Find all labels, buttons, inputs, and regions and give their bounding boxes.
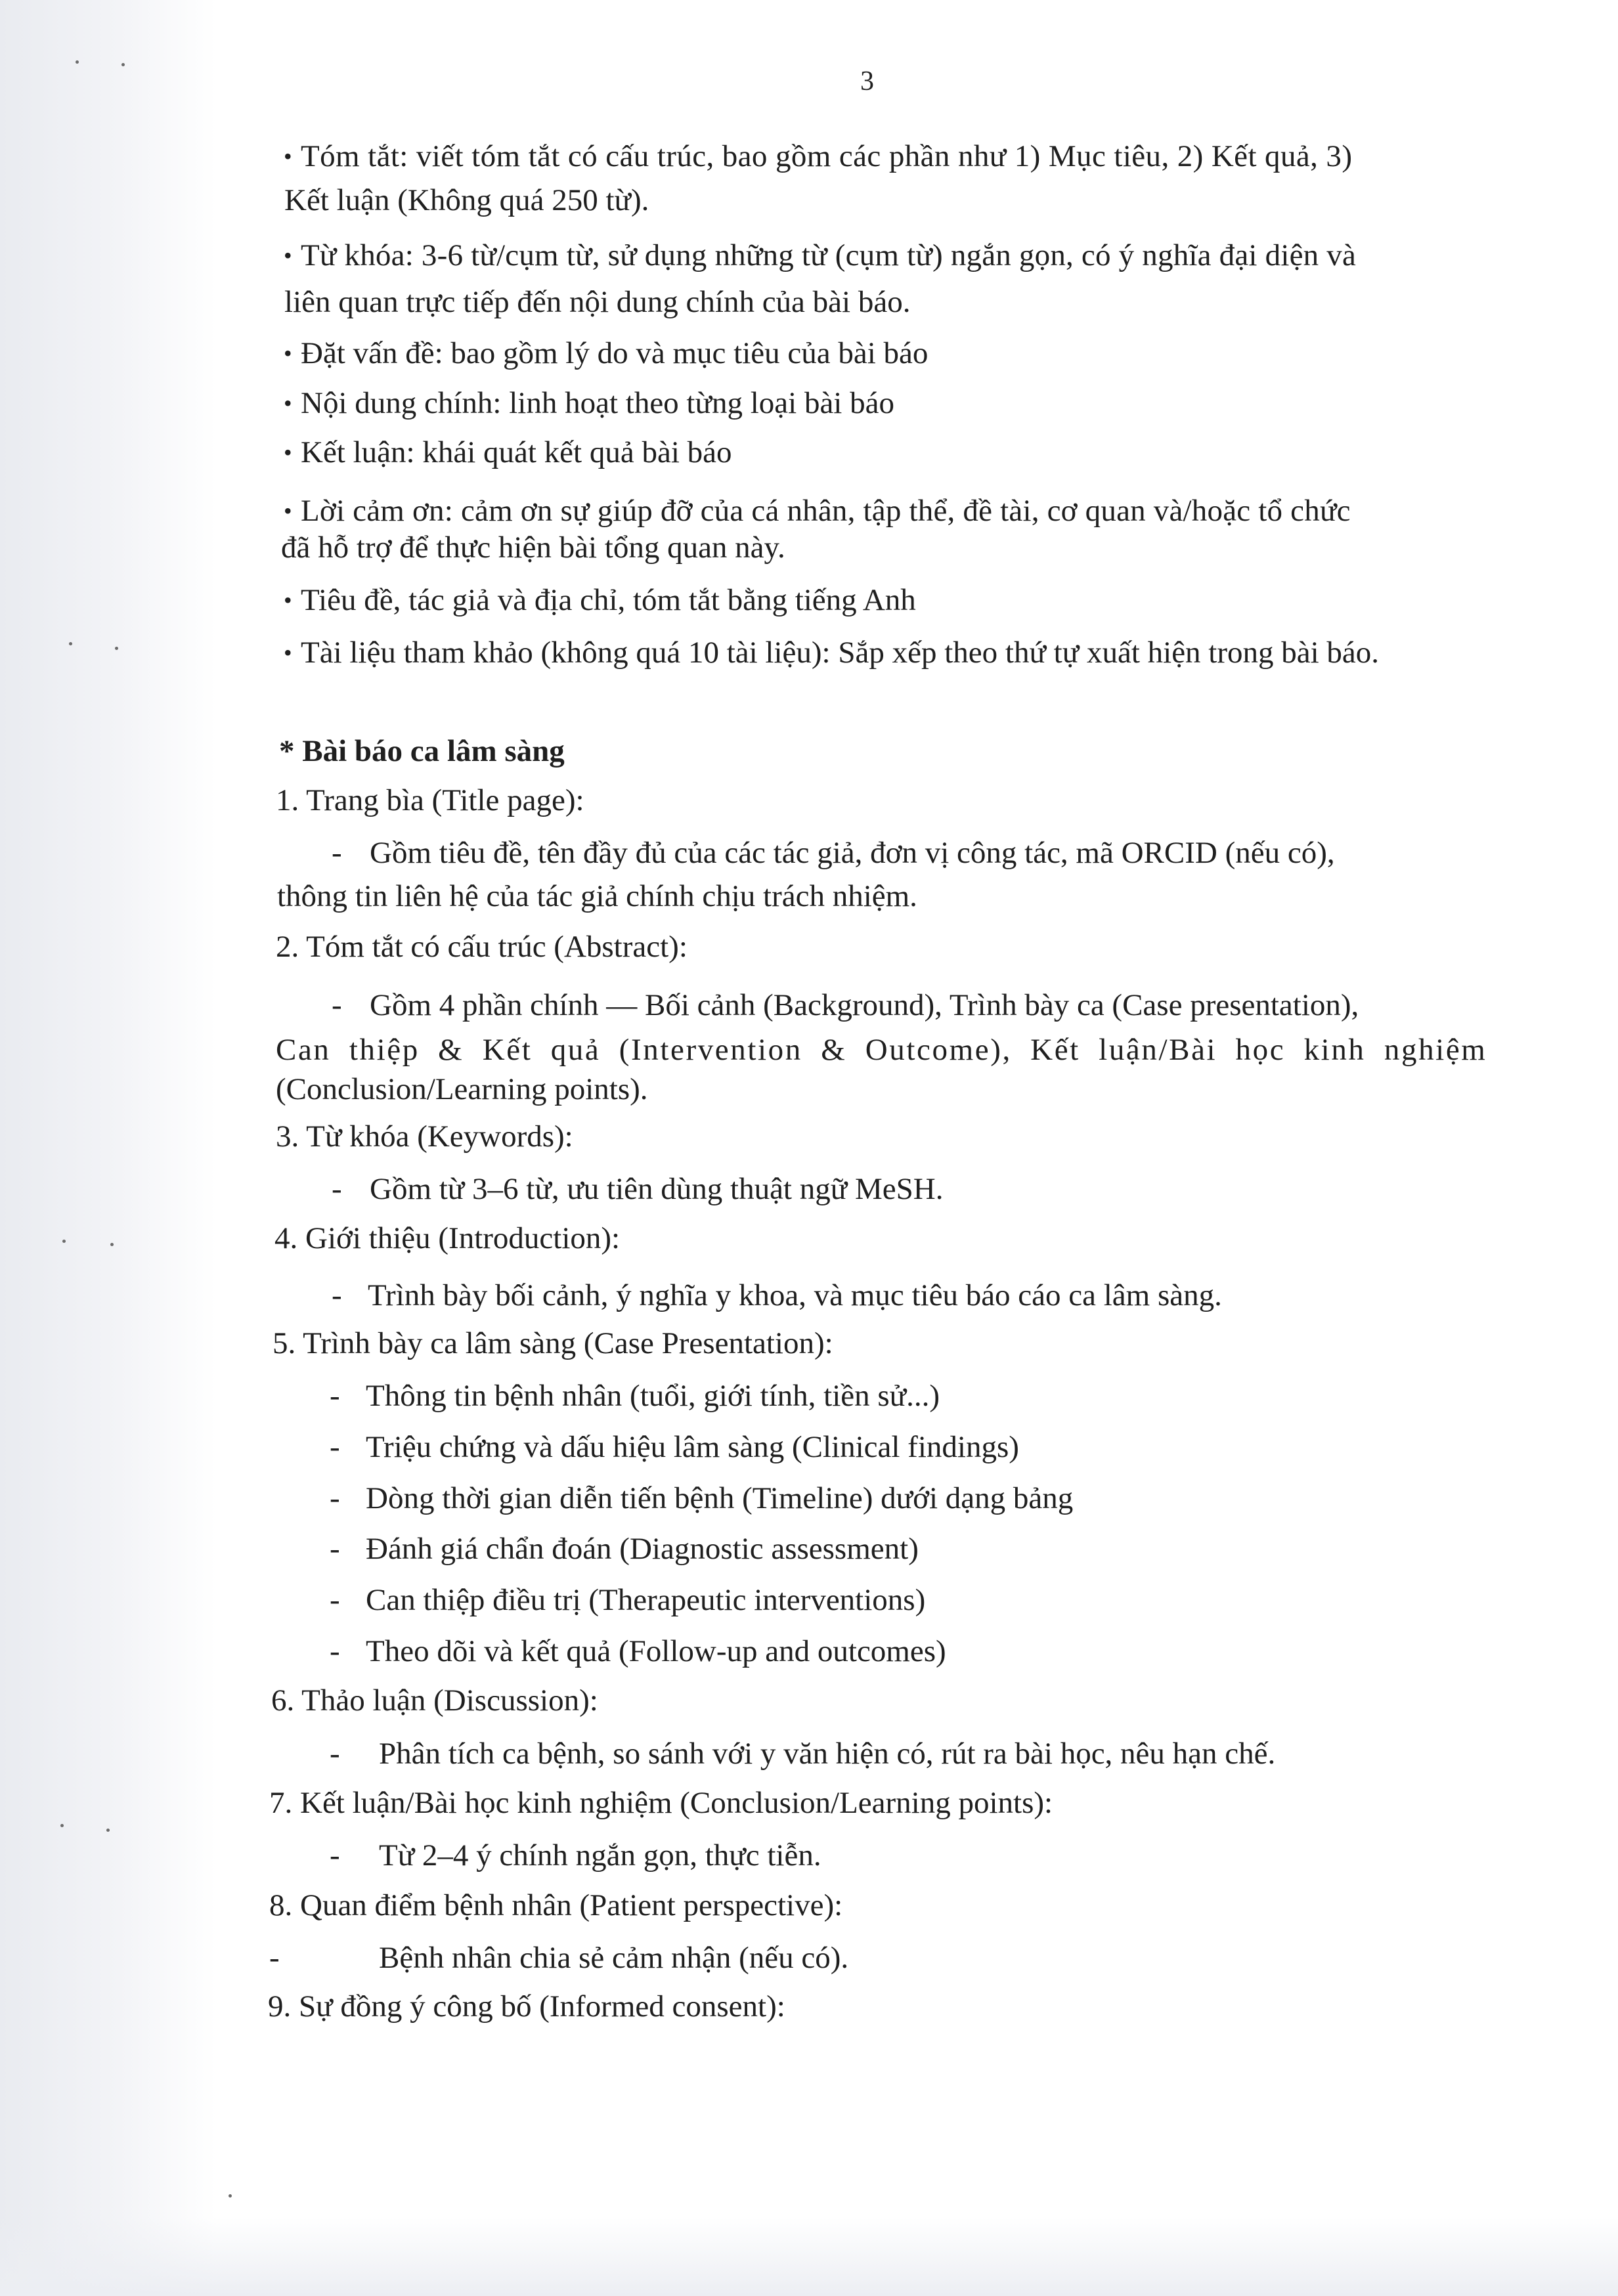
bullet-glyph: •: [284, 242, 292, 269]
bullet-main-content: Nội dung chính: linh hoạt theo từng loại bài báo: [301, 386, 894, 420]
section-detail: Phân tích ca bệnh, so sánh với y văn hiện có, rút ra bài học, nêu hạn chế.: [379, 1737, 1276, 1771]
bullet-glyph: •: [284, 498, 292, 524]
dash-marker: -: [330, 1634, 340, 1668]
section-detail: Gồm tiêu đề, tên đầy đủ của các tác giả, đơn vị công tác, mã ORCID (nếu có),: [370, 836, 1335, 870]
section-detail: Gồm từ 3–6 từ, ưu tiên dùng thuật ngữ MeSH.: [370, 1172, 944, 1206]
dash-marker: -: [330, 1737, 340, 1771]
case-item: Đánh giá chẩn đoán (Diagnostic assessment): [366, 1532, 919, 1566]
page-number: 3: [860, 66, 874, 97]
bullet-glyph: •: [284, 439, 292, 466]
section-title: 9. Sự đồng ý công bố (Informed consent):: [268, 1989, 785, 2024]
case-item: Theo dõi và kết quả (Follow-up and outcomes): [366, 1634, 946, 1668]
bullet-summary-line-2: Kết luận (Không quá 250 từ).: [284, 183, 649, 217]
scan-speck: [115, 647, 118, 650]
section-title: 4. Giới thiệu (Introduction):: [274, 1221, 621, 1255]
bullet-keywords-line-2: liên quan trực tiếp đến nội dung chính của bài báo.: [284, 285, 911, 319]
bullet-english-summary: Tiêu đề, tác giả và địa chỉ, tóm tắt bằng tiếng Anh: [301, 583, 916, 617]
dash-marker: -: [330, 1583, 340, 1617]
bullet-conclusion: Kết luận: khái quát kết quả bài báo: [301, 435, 732, 469]
section-title: 7. Kết luận/Bài học kinh nghiệm (Conclusion/Learning points):: [269, 1786, 1053, 1820]
bullet-glyph: •: [284, 587, 292, 613]
bullet-keywords-line-1: Từ khóa: 3-6 từ/cụm từ, sử dụng những từ (cụm từ) ngắn gọn, có ý nghĩa đại diện và: [301, 238, 1357, 272]
section-detail: (Conclusion/Learning points).: [276, 1072, 648, 1106]
dash-marker: -: [330, 1532, 340, 1566]
scan-speck: [229, 2194, 232, 2198]
bullet-glyph: •: [284, 143, 292, 169]
scan-speck: [106, 1829, 110, 1832]
section-detail: Từ 2–4 ý chính ngắn gọn, thực tiễn.: [379, 1838, 821, 1873]
bullet-introduction: Đặt vấn đề: bao gồm lý do và mục tiêu của bài báo: [301, 336, 929, 370]
dash-marker: -: [332, 1172, 342, 1206]
section-title: 3. Từ khóa (Keywords):: [276, 1119, 573, 1154]
case-report-heading: * Bài báo ca lâm sàng: [279, 734, 565, 768]
section-title: 1. Trang bìa (Title page):: [276, 783, 584, 817]
dash-marker: -: [332, 988, 342, 1022]
bullet-acknowledgement-line-2: đã hỗ trợ để thực hiện bài tổng quan này.: [281, 531, 785, 565]
bullet-glyph: •: [284, 340, 292, 366]
section-detail: Can thiệp & Kết quả (Intervention & Outcome), Kết luận/Bài học kinh nghiệm: [276, 1033, 1487, 1067]
section-detail: thông tin liên hệ của tác giả chính chịu trách nhiệm.: [277, 879, 917, 913]
dash-marker: -: [332, 1278, 342, 1312]
scan-speck: [110, 1243, 114, 1246]
dash-marker: -: [330, 1838, 340, 1873]
case-item: Thông tin bệnh nhân (tuổi, giới tính, tiền sử...): [366, 1379, 940, 1413]
bullet-summary-line-1: Tóm tắt: viết tóm tắt có cấu trúc, bao gồm các phần như 1) Mục tiêu, 2) Kết quả, 3): [301, 139, 1353, 173]
section-title: 2. Tóm tắt có cấu trúc (Abstract):: [276, 930, 688, 964]
scan-bottom-shading: [0, 2217, 1618, 2296]
scan-speck: [69, 642, 72, 645]
scan-speck: [76, 60, 79, 64]
bullet-glyph: •: [284, 639, 292, 666]
section-detail: Bệnh nhân chia sẻ cảm nhận (nếu có).: [379, 1941, 849, 1975]
section-detail: Gồm 4 phần chính — Bối cảnh (Background), Trình bày ca (Case presentation),: [370, 988, 1359, 1022]
section-title: 5. Trình bày ca lâm sàng (Case Presentation):: [273, 1326, 833, 1360]
section-title: 8. Quan điểm bệnh nhân (Patient perspective):: [269, 1888, 843, 1922]
case-item: Triệu chứng và dấu hiệu lâm sàng (Clinical findings): [366, 1430, 1019, 1464]
dash-marker: -: [330, 1430, 340, 1464]
scan-speck: [62, 1240, 66, 1243]
bullet-glyph: •: [284, 390, 292, 416]
scan-edge-shading: [0, 0, 217, 2296]
section-title: 6. Thảo luận (Discussion):: [271, 1683, 598, 1718]
scan-speck: [60, 1824, 64, 1827]
case-item: Can thiệp điều trị (Therapeutic interventions): [366, 1583, 926, 1617]
scan-speck: [121, 63, 125, 66]
dash-marker: -: [332, 836, 342, 870]
bullet-acknowledgement-line-1: Lời cảm ơn: cảm ơn sự giúp đỡ của cá nhân, tập thể, đề tài, cơ quan và/hoặc tổ chức: [301, 494, 1351, 528]
dash-marker: -: [330, 1481, 340, 1515]
section-detail: Trình bày bối cảnh, ý nghĩa y khoa, và mục tiêu báo cáo ca lâm sàng.: [368, 1278, 1222, 1312]
dash-marker: -: [330, 1379, 340, 1413]
case-item: Dòng thời gian diễn tiến bệnh (Timeline) dưới dạng bảng: [366, 1481, 1074, 1515]
bullet-references: Tài liệu tham khảo (không quá 10 tài liệu): Sắp xếp theo thứ tự xuất hiện trong bài báo.: [301, 636, 1380, 670]
dash-marker: -: [269, 1941, 280, 1975]
